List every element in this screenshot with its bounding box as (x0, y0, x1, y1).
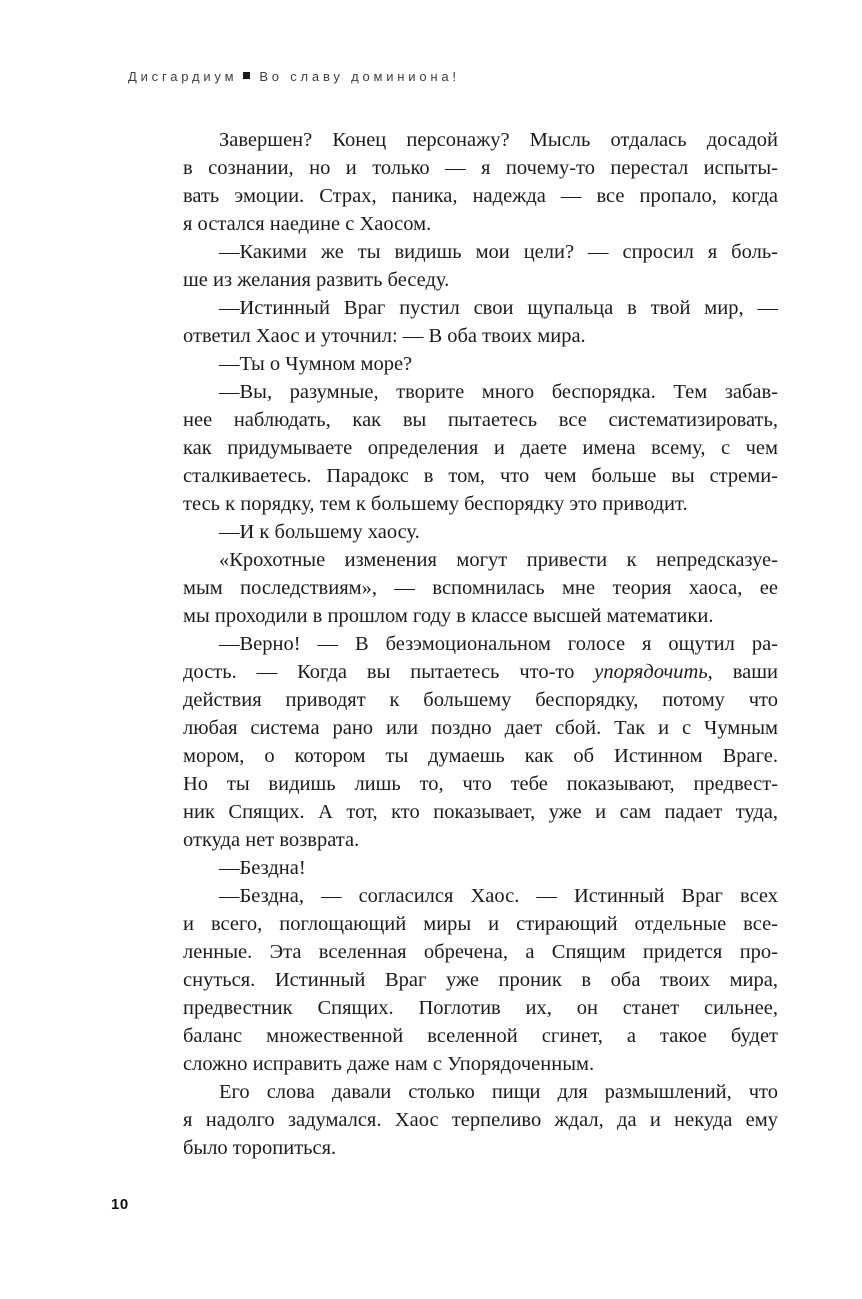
text-line: любая система рано или поздно дает сбой. Так и с Чумным (183, 717, 778, 739)
text-line: —Вы, разумные, творите много беспорядка. Тем забав- (219, 381, 778, 403)
book-title: Дисгардиум (128, 69, 238, 84)
text-line: мы проходили в прошлом году в классе высшей математики. (183, 605, 714, 627)
text-line: —Истинный Враг пустил свои щупальца в твой мир, — (219, 297, 778, 319)
text-line: мором, о котором ты думаешь как об Истинном Враге. (183, 745, 778, 767)
text-line: как придумываете определения и даете имена всему, с чем (183, 437, 778, 459)
text-line: Но ты видишь лишь то, что тебе показывают, предвест- (183, 773, 778, 795)
text-line: —Ты о Чумном море? (219, 353, 413, 375)
text-line: в сознании, но и только — я почему-то перестал испыты- (183, 157, 778, 179)
text-line: ник Спящих. А тот, кто показывает, уже и сам падает туда, (183, 801, 778, 823)
text-line: сложно исправить даже нам с Упорядоченным. (183, 1053, 595, 1075)
text-line: Завершен? Конец персонажу? Мысль отдалась досадой (219, 129, 778, 151)
text-line: —Верно! — В безэмоциональном голосе я ощутил ра- (219, 633, 778, 655)
chapter-title: Во славу доминиона! (259, 69, 460, 84)
page-number: 10 (111, 1196, 129, 1213)
text-line: мым последствиям», — вспомнилась мне теория хаоса, ее (183, 577, 778, 599)
text-line: я остался наедине с Хаосом. (183, 213, 432, 235)
text-line: вать эмоции. Страх, паника, надежда — все пропало, когда (183, 185, 778, 207)
text-line: предвестник Спящих. Поглотив их, он станет сильнее, (183, 997, 778, 1019)
running-header (128, 69, 460, 84)
text-line: было торопиться. (183, 1137, 337, 1159)
text-line: —И к большему хаосу. (219, 521, 420, 543)
text-line: снуться. Истинный Враг уже проник в оба твоих мира, (183, 969, 778, 991)
text-line: Его слова давали столько пищи для размышлений, что (219, 1081, 778, 1103)
text-line: действия приводят к большему беспорядку, потому что (183, 689, 778, 711)
text-line: нее наблюдать, как вы пытаетесь все систематизировать, (183, 409, 778, 431)
text-line: и всего, поглощающий миры и стирающий отдельные все- (183, 913, 778, 935)
text-line: я надолго задумался. Хаос терпеливо ждал, да и некуда ему (183, 1109, 778, 1131)
text-line: тесь к порядку, тем к большему беспорядку это приводит. (183, 493, 688, 515)
text-line: дость. — Когда вы пытаетесь что-то упорядочить, ваши (183, 661, 778, 683)
text-line: —Бездна, — согласился Хаос. — Истинный Враг всех (219, 885, 778, 907)
separator-square-icon (243, 72, 250, 79)
text-line: «Крохотные изменения могут привести к непредсказуе- (219, 549, 778, 571)
text-line: ленные. Эта вселенная обречена, а Спящим придется про- (183, 941, 778, 963)
text-line: откуда нет возврата. (183, 829, 360, 851)
text-line: —Какими же ты видишь мои цели? — спросил я боль- (219, 241, 778, 263)
text-line: ше из желания развить беседу. (183, 269, 450, 291)
text-line: ответил Хаос и уточнил: — В оба твоих мира. (183, 325, 586, 347)
text-line: баланс множественной вселенной сгинет, а такое будет (183, 1025, 778, 1047)
text-line: сталкиваетесь. Парадокс в том, что чем больше вы стреми- (183, 465, 778, 487)
text-line: —Бездна! (219, 857, 306, 879)
page-text (183, 126, 778, 1162)
